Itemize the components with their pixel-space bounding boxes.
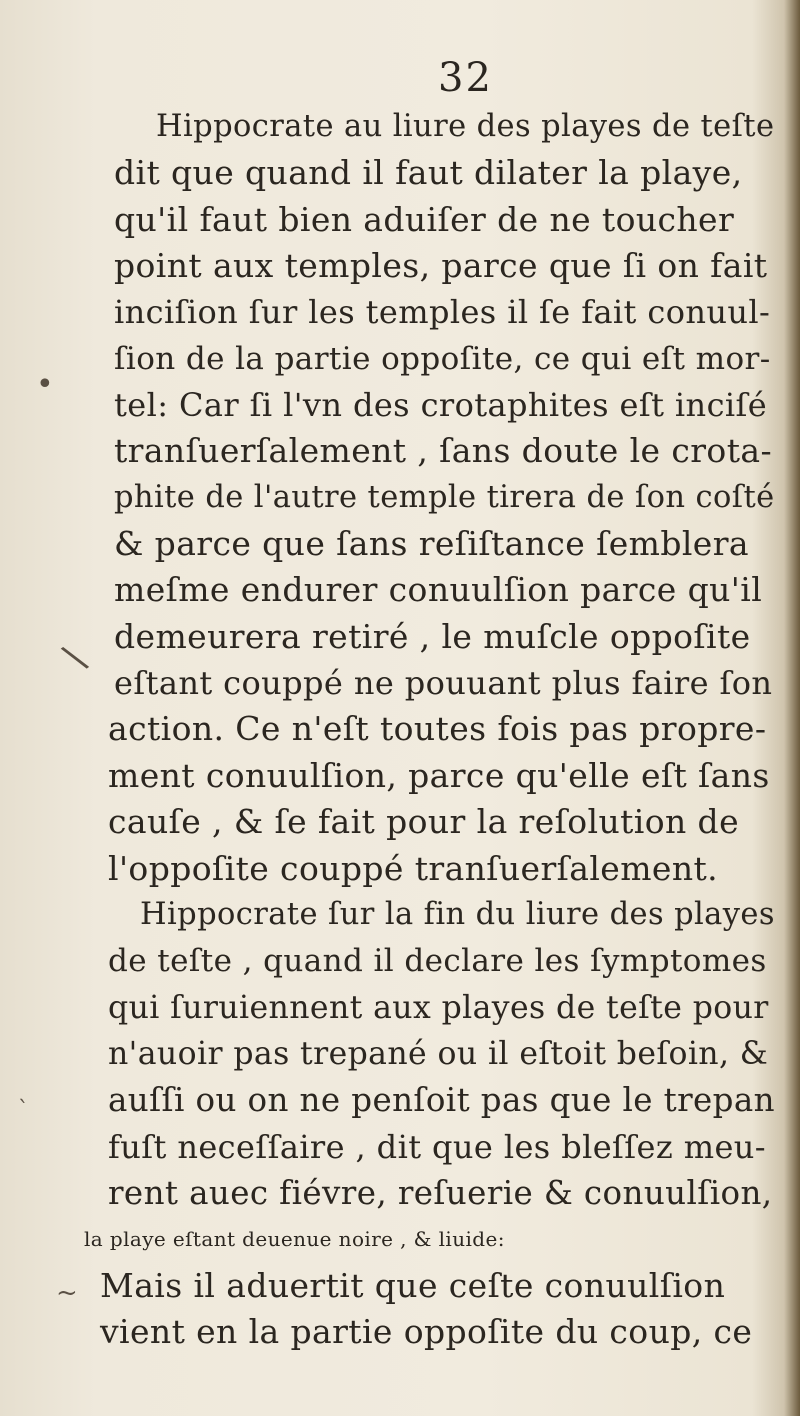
text-line: dit que quand il faut dilater la playe, — [114, 153, 743, 193]
text-line: cauſe , & ſe fait pour la reſolution de — [108, 802, 740, 842]
text-line: auſſi ou on ne penſoit pas que le trepan — [108, 1081, 775, 1120]
margin-tick-mark: ~ — [56, 1278, 78, 1308]
text-line: de teſte , quand il declare les ſymptomes — [108, 943, 767, 980]
body-text — [84, 104, 775, 1355]
text-line: l'oppoſite couppé tranſuerſalement. — [108, 848, 719, 888]
page-number: 32 — [438, 55, 493, 101]
text-line: meſme endurer conuulſion parce qu'il — [114, 570, 763, 610]
text-line: fuſt neceſſaire , dit que les bleſſez meu- — [108, 1127, 767, 1166]
text-line: ment conuulſion, parce qu'elle eſt ſans — [108, 755, 770, 795]
text-line: qu'il faut bien aduiſer de ne toucher — [114, 199, 735, 239]
text-line: vient en la partie oppoſite du coup, ce — [100, 1311, 753, 1351]
text-line: Mais il aduertit que ceſte conuulſion — [100, 1265, 726, 1305]
text-line: eſtant couppé ne pouuant plus faire ſon — [114, 664, 773, 703]
text-line: point aux temples, parce que ſi on fait — [114, 246, 768, 286]
margin-pen-mark: \ — [56, 635, 93, 679]
text-line: tranſuerſalement , ſans doute le crota- — [114, 431, 772, 471]
margin-tick-mark: ` — [18, 1098, 29, 1123]
text-line: Hippocrate au liure des playes de teſte — [156, 109, 775, 144]
text-line: qui ſuruiennent aux playes de teſte pour — [108, 989, 769, 1026]
text-line: & parce que ſans reſiſtance ſemblera — [114, 524, 749, 564]
text-line: tel: Car ſi l'vn des crotaphites eſt inciſé — [114, 386, 768, 425]
text-line: demeurera retiré , le muſcle oppoſite — [114, 616, 751, 656]
text-line: inciſion ſur les temples il ſe fait conuul- — [114, 293, 771, 332]
text-line: Hippocrate ſur la fin du liure des playes — [140, 896, 775, 932]
text-line: action. Ce n'eſt toutes fois pas propre- — [108, 709, 767, 749]
text-line: rent auec fiévre, reſuerie & conuulſion, — [108, 1173, 773, 1212]
text-line: ſion de la partie oppoſite, ce qui eſt mor- — [114, 340, 771, 377]
margin-dot-mark: • — [36, 367, 54, 402]
text-line: la playe eſtant deuenue noire , & liuide: — [84, 1227, 505, 1252]
text-line: phite de l'autre temple tirera de ſon coſté — [114, 479, 775, 515]
text-line: n'auoir pas trepané ou il eſtoit beſoin, & — [108, 1035, 769, 1072]
